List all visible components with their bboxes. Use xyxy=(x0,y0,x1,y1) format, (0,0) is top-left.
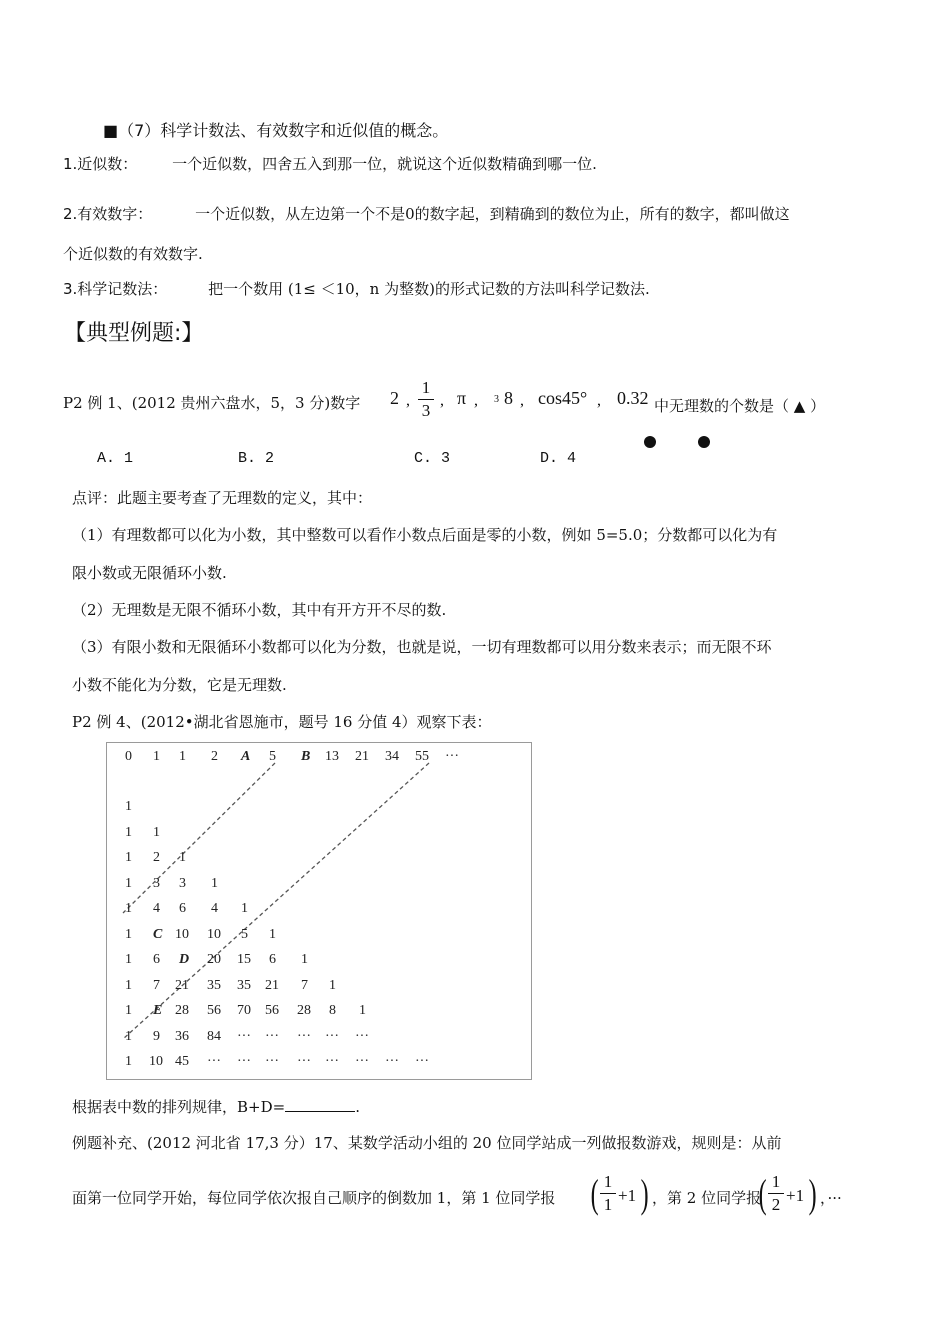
table-cell: 70 xyxy=(237,1003,251,1018)
example1-prefix: P2 例 1、(2012 贵州六盘水，5，3 分)数字 xyxy=(63,394,361,412)
table-cell: 4 xyxy=(153,901,160,916)
table-cell: 6 xyxy=(153,952,160,967)
left-paren-2: ( xyxy=(758,1171,767,1216)
fraction-bar xyxy=(768,1193,784,1194)
definition-term: 2.有效数字： xyxy=(63,205,153,223)
table-cell: ··· xyxy=(265,1054,279,1069)
table-cell: 5 xyxy=(241,926,248,942)
table-cell: 15 xyxy=(237,952,251,967)
table-cell: ··· xyxy=(325,1028,339,1044)
table-cell: 1 xyxy=(269,926,276,942)
comma: , xyxy=(440,392,444,409)
definition-text: 一个近似数，从左边第一个不是0的数字起，到精确到的数位为止，所有的数字，都叫做这 xyxy=(195,205,790,223)
question-end: . xyxy=(355,1098,360,1116)
option-b: B. 2 xyxy=(238,450,275,467)
table-cell: 21 xyxy=(355,749,369,764)
section-heading xyxy=(103,118,448,141)
table-cell: ··· xyxy=(385,1054,399,1069)
table-cell: ··· xyxy=(207,1054,221,1069)
table-cell: 1 xyxy=(153,749,160,764)
table-cell: 1 xyxy=(125,824,132,840)
plus-one: +1 xyxy=(618,1186,637,1205)
table-cell: ··· xyxy=(445,749,459,764)
table-cell: 1 xyxy=(359,1003,366,1018)
table-cell: 2 xyxy=(211,749,218,764)
table-cell: 6 xyxy=(269,952,276,967)
table-cell: B xyxy=(301,749,311,764)
comment-point-1-cont: 限小数或无限循环小数. xyxy=(72,564,227,582)
pascal-triangle-figure xyxy=(106,742,532,1080)
table-cell: 28 xyxy=(297,1003,311,1018)
table-cell: 10 xyxy=(175,926,189,942)
example1-suffix: 中无理数的个数是（ ▲ ） xyxy=(654,397,826,415)
definition-text: 一个近似数，四舍五入到那一位，就说这个近似数精确到哪一位. xyxy=(172,155,597,173)
table-cell: 5 xyxy=(269,749,276,764)
table-cell: ··· xyxy=(237,1054,251,1069)
comment-point-3-cont: 小数不能化为分数，它是无理数. xyxy=(72,676,287,694)
comment-intro: 点评：此题主要考查了无理数的定义，其中： xyxy=(72,489,373,507)
table-cell: ··· xyxy=(265,1028,279,1044)
table-cell: 21 xyxy=(265,977,279,993)
option-a: A. 1 xyxy=(97,450,134,467)
fraction-denominator: 3 xyxy=(421,401,431,420)
definition-text: 把一个数用 (1≤ ＜10，n 为整数)的形式记数的方法叫科学记数法. xyxy=(208,280,650,298)
table-cell: 1 xyxy=(125,1028,132,1044)
supplement-line-1: 例题补充、(2012 河北省 17,3 分）17、某数学活动小组的 20 位同学站成一列做报数游戏，规则是：从前 xyxy=(72,1134,782,1152)
table-cell: ··· xyxy=(355,1028,369,1044)
comma: , xyxy=(520,392,524,409)
definition-significant-figures xyxy=(63,203,790,224)
right-paren-1: ) xyxy=(640,1171,649,1216)
comment-point-3: （3）有限小数和无限循环小数都可以化为分数，也就是说，一切有理数都可以用分数来表示；而无限不环 xyxy=(72,638,772,656)
supplement-fraction-1 xyxy=(600,1172,616,1215)
square-bullet-icon: ■ xyxy=(103,121,119,140)
fraction-denominator: 1 xyxy=(603,1195,613,1214)
table-cell: 34 xyxy=(385,749,399,764)
table-cell: D xyxy=(179,952,190,967)
table-cell: 1 xyxy=(241,901,248,916)
fraction-numerator: 1 xyxy=(771,1172,781,1191)
table-cell: 1 xyxy=(125,799,132,814)
supplement-fraction-2 xyxy=(768,1172,784,1215)
table-cell: 2 xyxy=(153,850,160,865)
example1-repeating-decimal: 0.32 xyxy=(617,388,649,408)
table-cell: ··· xyxy=(297,1054,311,1069)
example4-intro: P2 例 4、(2012•湖北省恩施市，题号 16 分值 4）观察下表： xyxy=(72,713,492,731)
table-cell: E xyxy=(153,1003,163,1018)
example1-pi: π xyxy=(457,388,467,408)
comment-point-2: （2）无理数是无限不循环小数，其中有开方开不尽的数. xyxy=(72,601,447,619)
cube-root-value: 8 xyxy=(504,388,513,408)
table-cell: 1 xyxy=(153,824,160,840)
supplement-end: ，··· xyxy=(820,1189,842,1207)
diagonal-line-a xyxy=(123,763,275,913)
table-cell: 6 xyxy=(179,901,186,916)
table-cell: 1 xyxy=(125,952,132,967)
table-cell: 45 xyxy=(175,1054,189,1069)
table-cell: 1 xyxy=(301,952,308,967)
definition-term: 3.科学记数法： xyxy=(63,280,168,298)
fraction-denominator: 2 xyxy=(771,1195,781,1214)
table-cell: ··· xyxy=(355,1054,369,1069)
fraction-bar xyxy=(600,1193,616,1194)
examples-heading: 【典型例题:】 xyxy=(64,321,204,346)
table-cell: ··· xyxy=(415,1054,429,1069)
comma: , xyxy=(474,392,478,409)
table-cell: 56 xyxy=(207,1003,221,1018)
table-cell: 7 xyxy=(153,977,160,993)
table-cell: C xyxy=(153,926,163,942)
right-paren-2: ) xyxy=(808,1171,817,1216)
table-cell: 10 xyxy=(207,926,221,942)
comma: , xyxy=(597,392,601,409)
cube-root-index: 3 xyxy=(494,394,499,405)
table-cell: A xyxy=(241,749,251,764)
table-cell: 3 xyxy=(153,875,160,891)
table-cell: 1 xyxy=(329,977,336,993)
comma: , xyxy=(406,392,410,409)
table-cell: 35 xyxy=(237,977,251,993)
table-cell: 56 xyxy=(265,1003,279,1018)
table-cell: 21 xyxy=(175,977,189,993)
example1-fraction xyxy=(418,378,434,421)
definition-approximate xyxy=(63,153,597,174)
table-cell: 28 xyxy=(175,1003,189,1018)
table-cell: 55 xyxy=(415,749,429,764)
table-cell: ··· xyxy=(237,1028,251,1044)
table-cell: 1 xyxy=(125,875,132,891)
table-cell: 1 xyxy=(125,901,132,916)
plus-one: +1 xyxy=(786,1186,805,1205)
table-cell: 1 xyxy=(125,1003,132,1018)
table-cell: 36 xyxy=(175,1028,189,1044)
table-cell: 1 xyxy=(125,850,132,865)
table-cell: 20 xyxy=(207,952,221,967)
example4-question xyxy=(72,1096,360,1117)
table-cell: 1 xyxy=(125,1054,132,1069)
table-cell: 1 xyxy=(211,875,218,891)
example1-cos: cos45° xyxy=(538,388,588,408)
table-cell: 8 xyxy=(329,1003,336,1018)
table-cell: 0 xyxy=(125,749,132,764)
definition-scientific-notation xyxy=(63,278,650,299)
question-text: 根据表中数的排列规律，B+D= xyxy=(72,1098,286,1116)
table-cell: 1 xyxy=(179,850,186,865)
table-cell: 3 xyxy=(179,875,186,891)
diagonal-line-b xyxy=(123,763,429,1039)
option-d: D. 4 xyxy=(540,450,577,467)
table-cell: 4 xyxy=(211,901,218,916)
section-heading-text: （7）科学计数法、有效数字和近似值的概念。 xyxy=(118,121,449,140)
table-cell: 10 xyxy=(149,1054,163,1069)
fraction-numerator: 1 xyxy=(603,1172,613,1191)
definition-term: 1.近似数： xyxy=(63,155,138,173)
table-cell: ··· xyxy=(325,1054,339,1069)
supplement-mid: ，第 2 位同学报 xyxy=(652,1189,762,1207)
fraction-bar xyxy=(418,399,434,400)
repeating-dot-icon xyxy=(698,436,710,448)
definition-significant-figures-cont: 个近似数的有效数字. xyxy=(63,245,203,263)
supplement-line-2: 面第一位同学开始，每位同学依次报自己顺序的倒数加 1，第 1 位同学报 xyxy=(72,1189,556,1207)
table-cell: 84 xyxy=(207,1028,221,1044)
fraction-numerator: 1 xyxy=(421,378,431,397)
example1-number-2: 2 xyxy=(390,388,399,408)
table-cell: 1 xyxy=(125,977,132,993)
table-cell: 35 xyxy=(207,977,221,993)
table-cell: 1 xyxy=(125,926,132,942)
answer-blank[interactable] xyxy=(285,1097,355,1112)
table-cell: 7 xyxy=(301,977,308,993)
repeating-dot-icon xyxy=(644,436,656,448)
table-cell: 13 xyxy=(325,749,339,764)
table-cell: 1 xyxy=(179,749,186,764)
diagonal-dashed-lines xyxy=(107,743,531,1079)
option-c: C. 3 xyxy=(414,450,451,467)
table-cell: 9 xyxy=(153,1028,160,1044)
table-cell: ··· xyxy=(297,1028,311,1044)
comment-point-1: （1）有理数都可以化为小数，其中整数可以看作小数点后面是零的小数，例如 5=5.0；分数都可以化为有 xyxy=(72,526,778,544)
left-paren-1: ( xyxy=(590,1171,599,1216)
